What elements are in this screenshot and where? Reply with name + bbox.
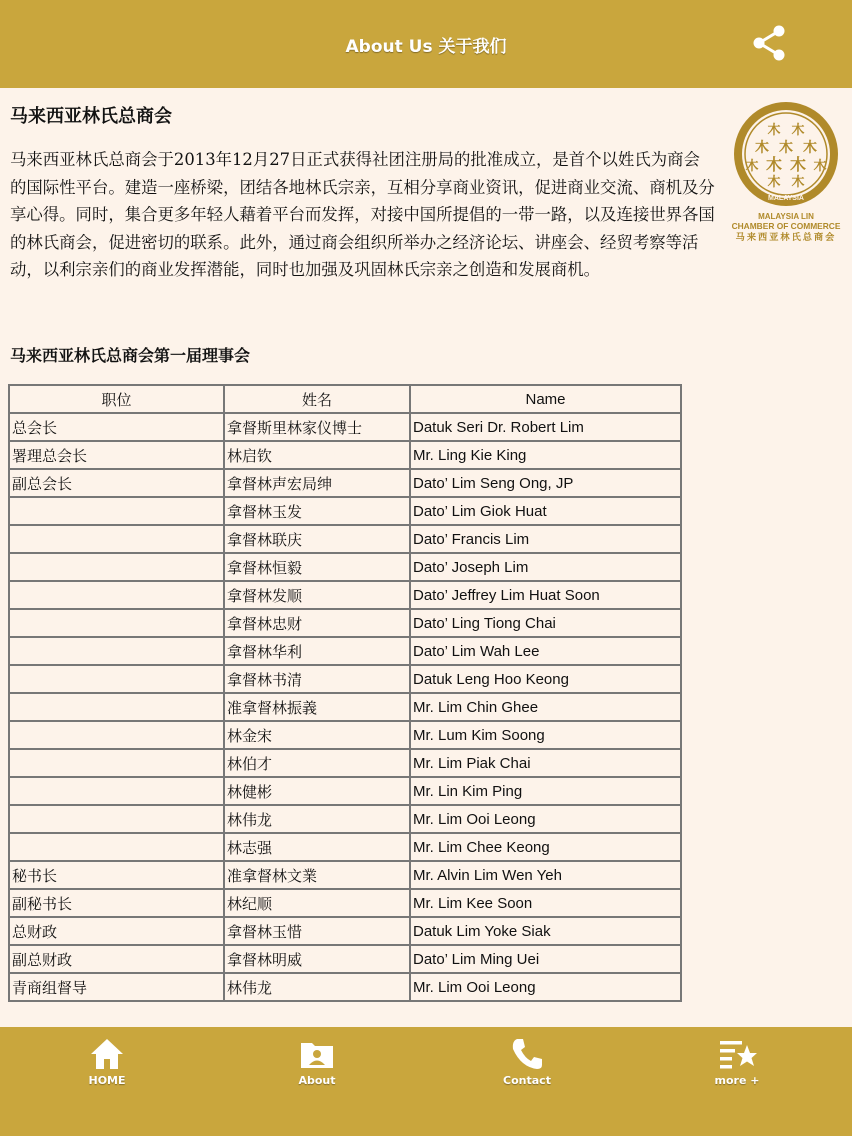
cell-position: 秘书长 [9, 861, 224, 889]
table-row [9, 917, 681, 945]
cell-position [9, 665, 224, 693]
table-header-row [9, 385, 681, 413]
cell-position [9, 777, 224, 805]
cell-position [9, 581, 224, 609]
contact-card-icon [299, 1037, 335, 1071]
table-row [9, 693, 681, 721]
table-row [9, 777, 681, 805]
cell-chinese-name: 准拿督林振義 [224, 693, 410, 721]
about-intro-paragraph: 马来西亚林氏总商会于2013年12月27日正式获得社团注册局的批准成立，是首个以姓氏为商会的国际性平台。建造一座桥梁，团结各地林氏宗亲，互相分享商业资讯，促进商业交流、商机及分享心得。同时，集合更多年轻人藉着平台而发挥，对接中国所提倡的一带一路，以及连接世界各国的林氏商会，促进密切的联系。此外，通过商会组织所举办之经济论坛、讲座会、经贸考察等活动，以利宗亲们的商业发挥潜能，同时也加强及巩固林氏宗亲之创造和发展商机。 [10, 150, 715, 279]
cell-name: Datuk Seri Dr. Robert Lim [410, 413, 681, 441]
svg-text:木: 木 [767, 123, 781, 138]
list-star-icon [719, 1037, 757, 1071]
share-icon [750, 23, 790, 63]
table-row [9, 497, 681, 525]
cell-position [9, 749, 224, 777]
home-icon [89, 1037, 125, 1071]
board-heading: 马来西亚林氏总商会第一届理事会 [10, 346, 251, 365]
cell-chinese-name: 林纪顺 [224, 889, 410, 917]
cell-chinese-name: 林志强 [224, 833, 410, 861]
table-row [9, 889, 681, 917]
table-row [9, 609, 681, 637]
table-row [9, 441, 681, 469]
cell-chinese-name: 拿督林书清 [224, 665, 410, 693]
cell-chinese-name: 林健彬 [224, 777, 410, 805]
cell-position: 总会长 [9, 413, 224, 441]
cell-position: 副总财政 [9, 945, 224, 973]
top-nav-bar [0, 0, 852, 88]
cell-name: Datuk Leng Hoo Keong [410, 665, 681, 693]
cell-position: 副总会长 [9, 469, 224, 497]
cell-name: Datuk Lim Yoke Siak [410, 917, 681, 945]
cell-name: Mr. Lim Kee Soon [410, 889, 681, 917]
table-row [9, 721, 681, 749]
cell-chinese-name: 拿督林恒毅 [224, 553, 410, 581]
page-title: About Us 关于我们 [345, 37, 507, 57]
column-header-name: Name [410, 385, 681, 413]
tab-more-label: more + [714, 1074, 760, 1087]
tab-about[interactable] [252, 1027, 382, 1127]
svg-text:木: 木 [745, 159, 759, 174]
cell-name: Mr. Lim Chee Keong [410, 833, 681, 861]
board-members-table [8, 384, 682, 1002]
cell-position [9, 497, 224, 525]
cell-chinese-name: 准拿督林文業 [224, 861, 410, 889]
phone-icon [509, 1037, 545, 1071]
cell-position: 署理总会长 [9, 441, 224, 469]
cell-chinese-name: 林启钦 [224, 441, 410, 469]
svg-text:木: 木 [803, 140, 817, 156]
cell-chinese-name: 拿督林忠财 [224, 609, 410, 637]
logo-line-2: CHAMBER OF COMMERCE [731, 221, 841, 231]
cell-chinese-name: 林伟龙 [224, 805, 410, 833]
cell-chinese-name: 拿督斯里林家仪博士 [224, 413, 410, 441]
cell-position: 副秘书长 [9, 889, 224, 917]
column-header-position: 职位 [9, 385, 224, 413]
cell-position [9, 525, 224, 553]
table-row [9, 973, 681, 1001]
logo-line-1: MALAYSIA LIN [758, 212, 814, 221]
table-row [9, 581, 681, 609]
table-body [9, 413, 681, 1001]
cell-name: Mr. Lum Kim Soong [410, 721, 681, 749]
svg-text:木: 木 [755, 140, 769, 156]
cell-name: Mr. Lim Chin Ghee [410, 693, 681, 721]
svg-text:木: 木 [791, 175, 805, 190]
cell-position: 青商组督导 [9, 973, 224, 1001]
cell-position [9, 693, 224, 721]
cell-position [9, 833, 224, 861]
table-row [9, 749, 681, 777]
content-scroll-area[interactable] [0, 88, 852, 1027]
cell-name: Mr. Alvin Lim Wen Yeh [410, 861, 681, 889]
table-row [9, 637, 681, 665]
cell-chinese-name: 拿督林明威 [224, 945, 410, 973]
table-row [9, 861, 681, 889]
table-row [9, 469, 681, 497]
cell-chinese-name: 拿督林玉惜 [224, 917, 410, 945]
svg-text:木: 木 [765, 155, 783, 174]
cell-name: Dato’ Lim Wah Lee [410, 637, 681, 665]
cell-chinese-name: 林金宋 [224, 721, 410, 749]
table-row [9, 553, 681, 581]
cell-name: Mr. Lim Piak Chai [410, 749, 681, 777]
logo-line-3: 马来西亚林氏总商会 [735, 232, 837, 242]
cell-chinese-name: 拿督林华利 [224, 637, 410, 665]
tab-home-label: HOME [88, 1074, 126, 1087]
cell-position [9, 805, 224, 833]
cell-chinese-name: 拿督林玉发 [224, 497, 410, 525]
column-header-chinese-name: 姓名 [224, 385, 410, 413]
cell-name: Mr. Lim Ooi Leong [410, 973, 681, 1001]
cell-chinese-name: 拿督林联庆 [224, 525, 410, 553]
table-row [9, 525, 681, 553]
about-heading: 马来西亚林氏总商会 [10, 106, 172, 127]
table-row [9, 413, 681, 441]
table-row [9, 945, 681, 973]
cell-name: Mr. Lim Ooi Leong [410, 805, 681, 833]
cell-position [9, 609, 224, 637]
bottom-tab-bar [0, 1027, 852, 1136]
share-button[interactable] [750, 23, 790, 63]
logo-seal-text: MALAYSIA [768, 195, 804, 202]
svg-text:木: 木 [779, 140, 793, 156]
cell-name: Mr. Ling Kie King [410, 441, 681, 469]
tab-contact-label: Contact [503, 1074, 551, 1087]
cell-name: Dato’ Lim Giok Huat [410, 497, 681, 525]
cell-chinese-name: 林伯才 [224, 749, 410, 777]
tab-about-label: About [298, 1074, 336, 1087]
cell-name: Dato’ Francis Lim [410, 525, 681, 553]
cell-name: Dato’ Lim Seng Ong, JP [410, 469, 681, 497]
cell-name: Dato’ Ling Tiong Chai [410, 609, 681, 637]
table-row [9, 665, 681, 693]
cell-name: Dato’ Jeffrey Lim Huat Soon [410, 581, 681, 609]
svg-text:木: 木 [767, 175, 781, 190]
cell-position: 总财政 [9, 917, 224, 945]
cell-position [9, 637, 224, 665]
svg-text:木: 木 [813, 159, 827, 174]
cell-chinese-name: 拿督林声宏局绅 [224, 469, 410, 497]
table-row [9, 805, 681, 833]
tab-home[interactable] [42, 1027, 172, 1127]
cell-position [9, 721, 224, 749]
svg-text:木: 木 [791, 123, 805, 138]
cell-chinese-name: 林伟龙 [224, 973, 410, 1001]
tab-contact[interactable] [462, 1027, 592, 1127]
svg-text:木: 木 [789, 155, 807, 174]
table-row [9, 833, 681, 861]
tab-more[interactable] [672, 1027, 802, 1127]
cell-chinese-name: 拿督林发顺 [224, 581, 410, 609]
cell-name: Dato’ Lim Ming Uei [410, 945, 681, 973]
cell-position [9, 553, 224, 581]
cell-name: Mr. Lin Kim Ping [410, 777, 681, 805]
cell-name: Dato’ Joseph Lim [410, 553, 681, 581]
